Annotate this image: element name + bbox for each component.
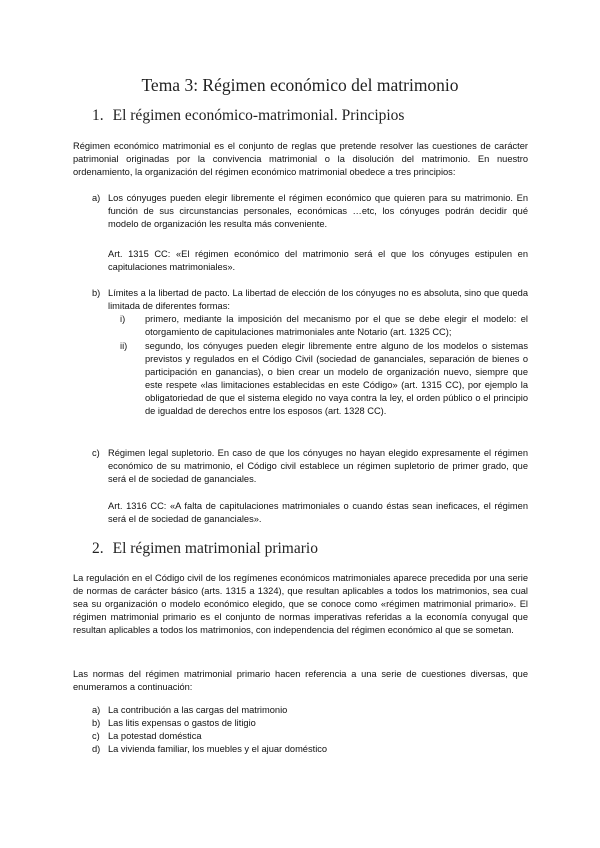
section-1-number: 1. xyxy=(92,107,104,124)
page-title: Tema 3: Régimen económico del matrimonio xyxy=(141,75,459,95)
principle-b-text: Límites a la libertad de pacto. La libertad de elección de los cónyuges no es absoluta, sino que queda limitada de diferentes formas: xyxy=(108,288,528,311)
subitem-i-marker: i) xyxy=(120,314,126,324)
list-item-marker: a) xyxy=(92,705,101,715)
principle-c-text: Régimen legal supletorio. En caso de que los cónyuges no hayan elegido expresamente el régimen económico de su matrimonio, el Código civil establece un régimen supletorio de primer grado, que será el de sociedad de gananciales. xyxy=(108,448,528,484)
subitem-i-text: primero, mediante la imposición del mecanismo por el que se debe elegir el modelo: el otorgamiento de capitulaciones matrimoniales ante Notario (art. 1325 CC); xyxy=(145,314,528,337)
list-item: La contribución a las cargas del matrimonio xyxy=(108,705,288,715)
list-item: La potestad doméstica xyxy=(108,731,202,741)
list-item: Las litis expensas o gastos de litigio xyxy=(108,718,256,728)
section-2-paragraph-2: Las normas del régimen matrimonial primario hacen referencia a una serie de cuestiones diversas, que enumeramos a continuación: xyxy=(73,669,528,692)
section-1-title: El régimen económico-matrimonial. Principios xyxy=(112,107,405,124)
list-item: La vivienda familiar, los muebles y el ajuar doméstico xyxy=(108,744,328,754)
subitem-ii-marker: ii) xyxy=(120,341,128,351)
section-1-heading xyxy=(92,107,404,125)
list-item-marker: b) xyxy=(92,718,101,728)
principle-a-quote: Art. 1315 CC: «El régimen económico del matrimonio será el que los cónyuges estipulen en capitulaciones matrimoniales». xyxy=(108,249,528,272)
principle-b-marker: b) xyxy=(92,288,101,298)
list-item-marker: c) xyxy=(92,731,100,741)
principle-a-marker: a) xyxy=(92,193,101,203)
section-2-number: 2. xyxy=(92,540,104,557)
section-2-heading xyxy=(92,540,318,558)
principle-c-marker: c) xyxy=(92,448,100,458)
subitem-ii-text: segundo, los cónyuges pueden elegir libremente entre alguno de los modelos o sistemas previstos y regulados en el Código Civil (sociedad de gananciales, separación de bienes o participación en ganancias), o bien crear un modelo de organización nuevo, siempre que este respete «las limitaciones establecidas en este Código» (art. 1315 CC), por ejemplo la obligatoriedad de que el sistema elegido no vaya contra la ley, el orden público o el principio de igualdad de derechos entre los esposos (art. 1328 CC). xyxy=(145,341,528,416)
section-2-paragraph-1: La regulación en el Código civil de los regímenes económicos matrimoniales aparece precedida por una serie de normas de carácter básico (arts. 1315 a 1324), que resultan aplicables a todos los matrimonios, sea cual sea su organización o modelo económico elegido, que se conoce como «régimen matrimonial primario». El régimen matrimonial primario es el conjunto de normas imperativas referidas a la economía conyugal que resultan aplicables a todos los matrimonios, con independencia del régimen económico al que se sometan. xyxy=(73,573,528,635)
list-item-marker: d) xyxy=(92,744,101,754)
principle-c-quote: Art. 1316 CC: «A falta de capitulaciones matrimoniales o cuando éstas sean ineficaces, el régimen será el de sociedad de gananciales». xyxy=(108,501,528,524)
section-2-title: El régimen matrimonial primario xyxy=(112,540,318,557)
principle-a-text: Los cónyuges pueden elegir libremente el régimen económico que quieren para su matrimonio. En función de sus circunstancias personales, económicas …etc, los cónyuges podrán decidir qué modelo de organización les resulta más conveniente. xyxy=(108,193,528,229)
section-1-intro: Régimen económico matrimonial es el conjunto de reglas que pretende resolver las cuestiones de carácter patrimonial originadas por la convivencia matrimonial o la disolución del matrimonio. En nuestro ordenamiento, la organización del régimen económico matrimonial obedece a tres principios: xyxy=(73,141,528,177)
